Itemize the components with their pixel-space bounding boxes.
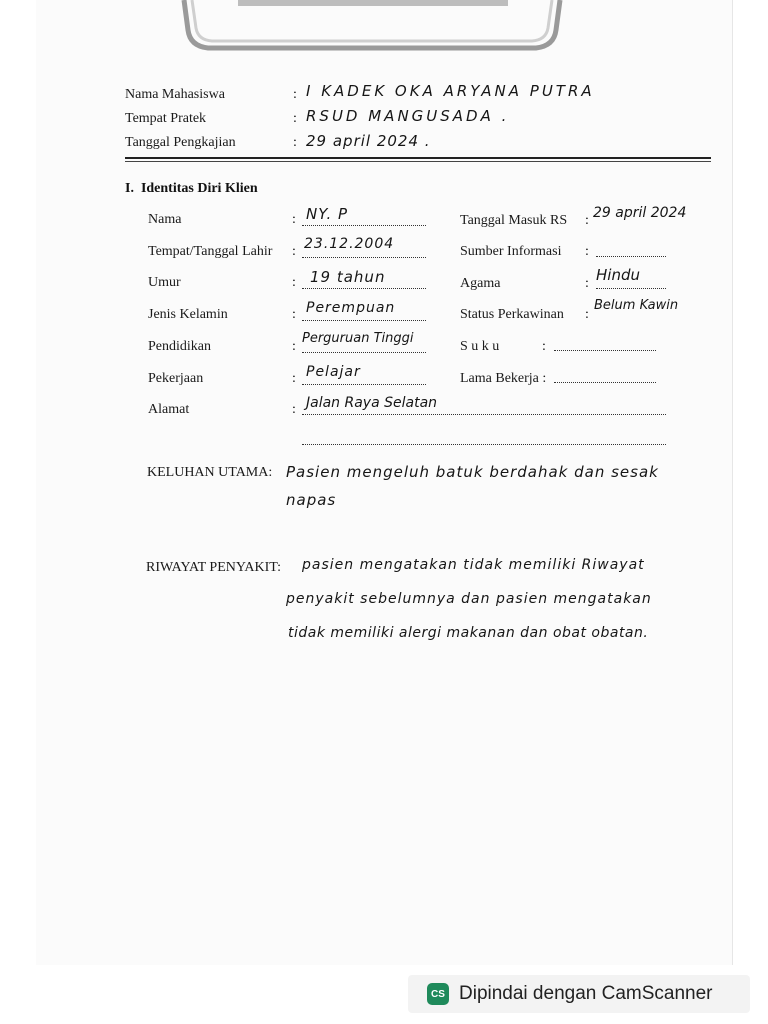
riwayat-line: tidak memiliki alergi makanan dan obat obatan. [288, 625, 649, 641]
dotted-line [302, 444, 666, 445]
divider-line [125, 157, 711, 159]
header-label: Tempat Pratek [125, 111, 207, 126]
header-value: RSUD MANGUSADA . [306, 107, 510, 125]
field-label: Agama [460, 276, 501, 291]
field-label: Alamat [148, 402, 190, 417]
keluhan-line: napas [286, 491, 337, 509]
colon: : [292, 402, 296, 417]
dotted-line [302, 414, 666, 415]
field-value: 19 tahun [310, 268, 386, 286]
dotted-line [302, 384, 426, 385]
camscanner-watermark [408, 975, 750, 1013]
keluhan-line: Pasien mengeluh batuk berdahak dan sesak [286, 463, 659, 481]
dotted-line [302, 257, 426, 258]
riwayat-line: pasien mengatakan tidak memiliki Riwayat [302, 557, 645, 573]
field-label: Sumber Informasi [460, 244, 562, 259]
colon: : [585, 244, 589, 259]
colon: : [542, 339, 546, 354]
field-label: Status Perkawinan [460, 307, 564, 322]
dotted-line [596, 256, 666, 257]
field-label: Pendidikan [148, 339, 211, 354]
header-value: 29 april 2024 . [306, 132, 431, 150]
dotted-line [302, 320, 426, 321]
dotted-line [302, 352, 426, 353]
field-value: 29 april 2024 [593, 205, 687, 221]
dotted-line [554, 382, 656, 383]
colon: : [293, 87, 297, 102]
field-label: S u k u [460, 339, 500, 354]
field-value: Jalan Raya Selatan [306, 395, 438, 411]
dotted-line [302, 288, 426, 289]
colon: : [292, 371, 296, 386]
colon: : [585, 213, 589, 228]
colon: : [293, 135, 297, 150]
field-label: Tanggal Masuk RS [460, 213, 568, 228]
colon: : [292, 212, 296, 227]
camscanner-logo-icon: CS [427, 983, 449, 1005]
riwayat-text [286, 548, 722, 650]
clipboard-clip [178, 0, 566, 56]
field-label: Pekerjaan [148, 371, 204, 386]
colon: : [292, 307, 296, 322]
field-label: Tempat/Tanggal Lahir [148, 244, 273, 259]
field-label: Lama Bekerja : [460, 371, 547, 386]
field-value: Belum Kawin [594, 298, 679, 313]
colon: : [292, 244, 296, 259]
field-value: Perempuan [306, 300, 396, 316]
colon: : [293, 111, 297, 126]
riwayat-line: penyakit sebelumnya dan pasien mengatakan [286, 591, 652, 607]
riwayat-label: RIWAYAT PENYAKIT: [146, 560, 282, 575]
field-value: 23.12.2004 [304, 236, 395, 252]
dotted-line [554, 350, 656, 351]
field-value: Pelajar [306, 364, 361, 380]
header-value: I KADEK OKA ARYANA PUTRA [306, 82, 595, 100]
field-label: Umur [148, 275, 181, 290]
field-label: Jenis Kelamin [148, 307, 228, 322]
dotted-line [596, 288, 666, 289]
field-label: Nama [148, 212, 182, 227]
header-label: Nama Mahasiswa [125, 87, 225, 102]
header-label: Tanggal Pengkajian [125, 135, 236, 150]
divider-line [125, 161, 711, 162]
dotted-line [302, 225, 426, 226]
colon: : [585, 307, 589, 322]
field-value: Hindu [596, 266, 640, 284]
colon: : [292, 275, 296, 290]
section-title: I. Identitas Diri Klien [125, 181, 258, 196]
colon: : [292, 339, 296, 354]
colon: : [585, 276, 589, 291]
camscanner-text: Dipindai dengan CamScanner [459, 983, 713, 1004]
keluhan-label: KELUHAN UTAMA: [147, 465, 273, 480]
keluhan-text [286, 455, 726, 517]
field-value: NY. P [306, 205, 349, 223]
field-value: Perguruan Tinggi [302, 331, 414, 346]
